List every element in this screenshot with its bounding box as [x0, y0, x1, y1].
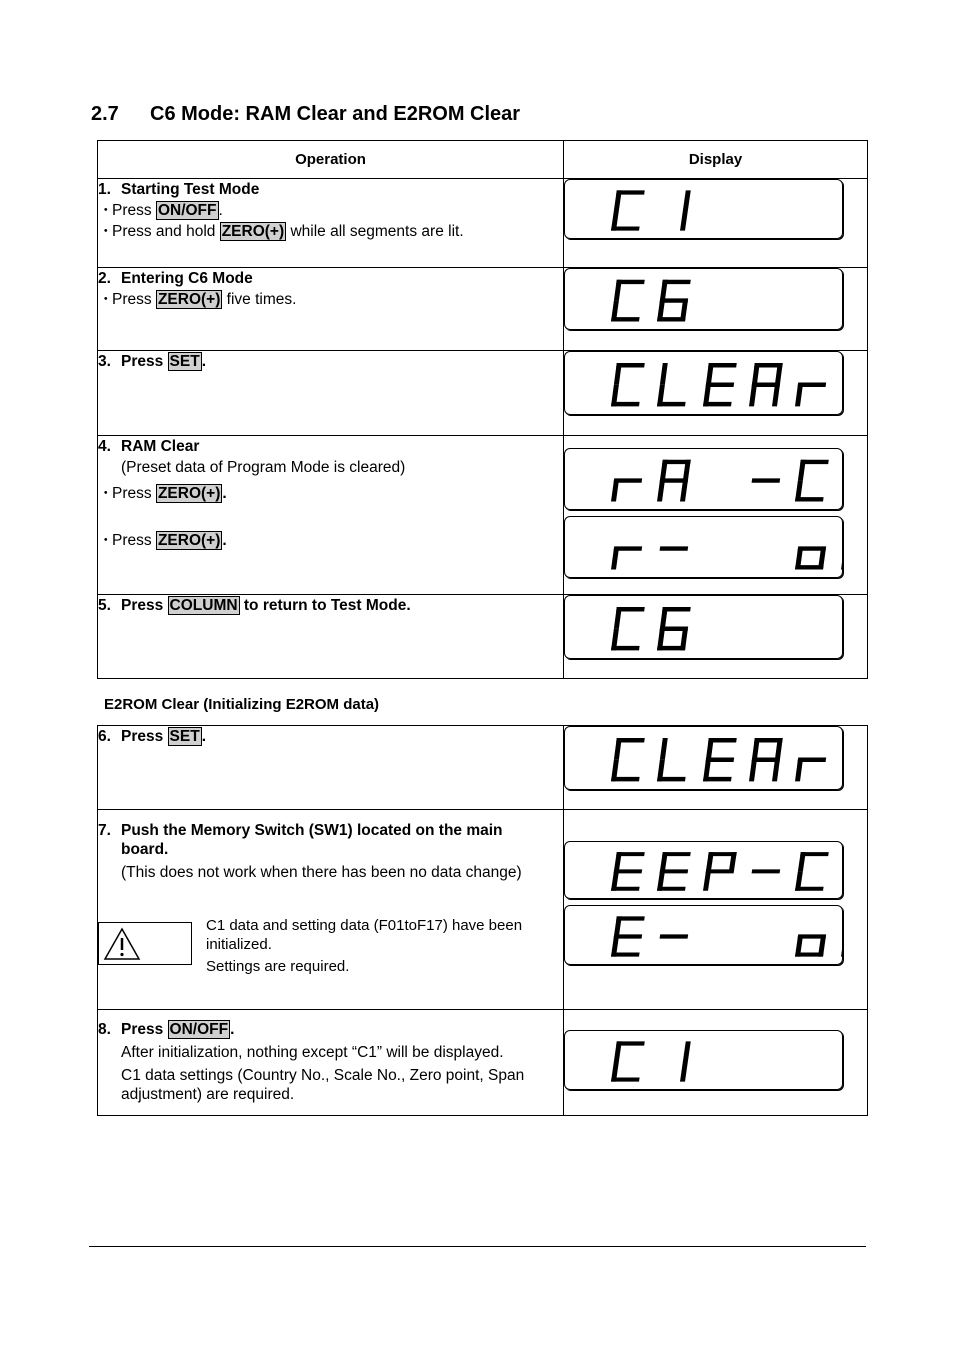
key-zero: ZERO(+) [221, 223, 285, 240]
lcd-segment [660, 869, 689, 873]
bullet-item: ・ Press ZERO(+) . [98, 532, 227, 549]
lcd-segment [752, 757, 781, 762]
lcd-segment [614, 869, 643, 873]
lcd-segment [706, 382, 735, 387]
bullet-item: ・ Press ON/OFF . [98, 202, 223, 219]
lcd-segment [660, 852, 668, 871]
lcd-segment [798, 934, 827, 938]
step-title: 7. Push the Memory Switch (SW1) located on the main board. [98, 822, 503, 858]
lcd-digits [565, 1031, 844, 1091]
lcd-display [564, 268, 843, 330]
lcd-segment [614, 546, 643, 550]
key-on-off: ON/OFF [169, 1021, 229, 1038]
lcd-segment [660, 298, 689, 302]
lcd-segment [660, 363, 668, 385]
lcd-display [564, 841, 843, 899]
lcd-display [564, 905, 843, 965]
lcd-segment [614, 916, 622, 936]
lcd-segment [798, 382, 827, 387]
lcd-segment [614, 1041, 622, 1061]
step-row-8 [98, 1010, 868, 1116]
lcd-segment [611, 481, 619, 502]
lcd-segment [657, 481, 665, 502]
lcd-segment [660, 280, 668, 301]
key-set: SET [169, 353, 200, 370]
lcd-segment [680, 1062, 688, 1082]
key-zero: ZERO(+) [157, 532, 221, 549]
bullet-item: ・ Press ZERO(+) . [98, 485, 227, 502]
warning-box [98, 922, 192, 965]
lcd-segment [798, 852, 806, 871]
lcd-segment [706, 852, 714, 871]
display-header: Display [564, 141, 868, 179]
lcd-segment [752, 363, 760, 385]
bullet-item: ・ Press ZERO(+) five times. [98, 291, 297, 308]
lcd-segment [660, 607, 668, 629]
lcd-segment [749, 385, 757, 407]
lcd-segment [683, 1041, 691, 1061]
lcd-segment [703, 871, 711, 890]
lcd-display [564, 726, 843, 790]
lcd-segment [660, 738, 668, 760]
lcd-segment [680, 481, 688, 502]
lcd-display [564, 179, 843, 239]
lcd-segment [680, 211, 688, 231]
key-zero: ZERO(+) [157, 485, 221, 502]
lcd-segment [614, 363, 622, 385]
lcd-segment [614, 478, 643, 482]
lcd-display [564, 595, 843, 659]
operation-header: Operation [98, 141, 564, 179]
lcd-segment [798, 757, 827, 762]
step-title: 2. Entering C6 Mode [98, 270, 253, 287]
lcd-segment [706, 363, 714, 385]
lcd-segment [752, 738, 760, 760]
lcd-digits [565, 449, 844, 511]
lcd-digits [565, 727, 844, 791]
warning-note [98, 916, 563, 979]
step-note: (This does not work when there has been no data change) [121, 864, 522, 881]
step-row-1 [98, 179, 868, 268]
step-title: 8. Press ON/OFF . [98, 1021, 235, 1038]
subheading: E2ROM Clear (Initializing E2ROM data) [104, 696, 380, 713]
lcd-segment [614, 280, 622, 301]
section-number: 2.7 [91, 103, 119, 125]
step-title: 4. RAM Clear [98, 438, 200, 455]
lcd-segment [660, 626, 689, 631]
lcd-digits [565, 269, 844, 331]
lcd-segment [614, 738, 622, 760]
lcd-digits [565, 517, 844, 579]
lcd-segment [614, 934, 643, 938]
step-row-2 [98, 268, 868, 351]
lcd-segment [614, 607, 622, 629]
step-row-3 [98, 351, 868, 436]
lcd-segment [660, 460, 668, 481]
lcd-digits [565, 352, 844, 416]
lcd-segment [798, 460, 806, 481]
lcd-digits [565, 842, 844, 900]
section-heading [91, 103, 520, 126]
lcd-segment [660, 478, 689, 482]
warning-text: C1 data and setting data (F01toF17) have been initialized. [206, 917, 523, 953]
lcd-segment [772, 760, 780, 782]
lcd-segment [795, 385, 803, 407]
lcd-segment [706, 757, 735, 762]
step-text: After initialization, nothing except “C1” will be displayed. [121, 1044, 504, 1061]
key-zero: ZERO(+) [157, 291, 221, 308]
lcd-digits [565, 180, 844, 240]
lcd-segment [752, 478, 781, 482]
step-row-6 [98, 726, 868, 810]
lcd-display [564, 1030, 843, 1090]
lcd-segment [798, 546, 827, 550]
lcd-segment [660, 934, 689, 938]
lcd-display [564, 351, 843, 415]
step-row-5 [98, 595, 868, 679]
lcd-segment [706, 738, 714, 760]
lcd-segment [752, 869, 781, 873]
warning-text: Settings are required. [206, 958, 350, 975]
lcd-segment [611, 549, 619, 570]
lcd-segment [614, 852, 622, 871]
step-title: 5. Press COLUMN to return to Test Mode. [98, 597, 411, 614]
operation-table-1 [97, 140, 868, 679]
lcd-segment [841, 937, 844, 957]
step-row-7 [98, 810, 868, 1010]
lcd-segment [795, 760, 803, 782]
operation-table-2 [97, 725, 868, 1116]
lcd-segment [752, 382, 781, 387]
key-on-off: ON/OFF [157, 202, 217, 219]
step-title: 6. Press SET . [98, 728, 207, 745]
lcd-display [564, 448, 843, 510]
footer-rule [89, 1246, 866, 1247]
lcd-segment [660, 546, 689, 550]
lcd-display [564, 516, 843, 578]
key-set: SET [169, 728, 200, 745]
bullet-item: ・ Press and hold ZERO(+) while all segments are lit. [98, 223, 464, 240]
section-title: C6 Mode: RAM Clear and E2ROM Clear [150, 103, 521, 125]
lcd-segment [749, 760, 757, 782]
lcd-segment [683, 190, 691, 210]
lcd-segment [614, 190, 622, 210]
step-row-4 [98, 436, 868, 595]
key-column: COLUMN [169, 597, 238, 614]
lcd-digits [565, 596, 844, 660]
warning-triangle-icon [103, 927, 141, 961]
step-text: C1 data settings (Country No., Scale No., Zero point, Span adjustment) are required. [121, 1067, 525, 1103]
lcd-segment [772, 385, 780, 407]
step-note: (Preset data of Program Mode is cleared) [121, 459, 406, 476]
step-title: 3. Press SET . [98, 353, 207, 370]
lcd-digits [565, 906, 844, 966]
lcd-segment [706, 869, 735, 873]
step-title: 1. Starting Test Mode [98, 181, 260, 198]
lcd-segment [841, 549, 844, 570]
